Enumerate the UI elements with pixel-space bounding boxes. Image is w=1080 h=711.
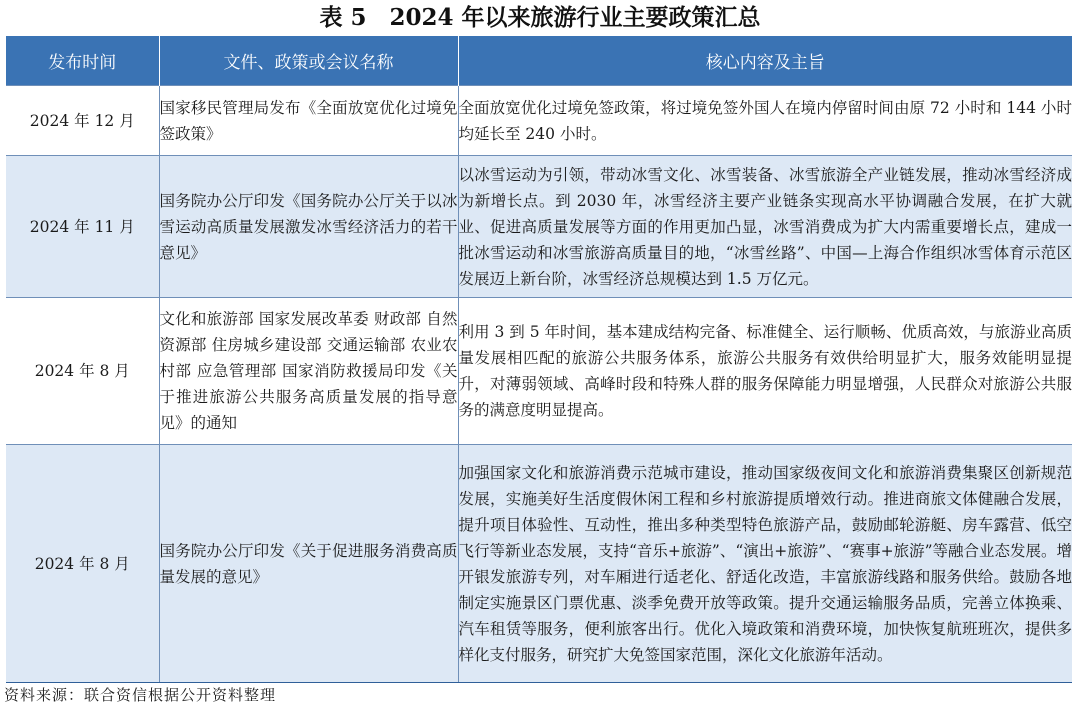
- cell-content: 利用 3 到 5 年时间，基本建成结构完备、标准健全、运行顺畅、优质高效，与旅游业高质量发展相匹配的旅游公共服务体系，旅游公共服务有效供给明显扩大，服务效能明显提升，对薄弱领域、高峰时段和特殊人群的服务保障能力明显增强，人民群众对旅游公共服务的满意度明显提高。: [458, 298, 1072, 445]
- header-content: 核心内容及主旨: [458, 36, 1072, 86]
- source-note: 资料来源：联合资信根据公开资料整理: [4, 686, 277, 704]
- cell-content: 加强国家文化和旅游消费示范城市建设，推动国家级夜间文化和旅游消费集聚区创新规范发展，实施美好生活度假休闲工程和乡村旅游提质增效行动。推进商旅文体健融合发展，提升项目体验性、互动性，推出多种类型特色旅游产品，鼓励邮轮游艇、房车露营、低空飞行等新业态发展，支持“音乐+旅游”、“演出+旅游”、“赛事+旅游”等融合业态发展。增开银发旅游专列，对车厢进行适老化、舒适化改造，丰富旅游线路和服务供给。鼓励各地制定实施景区门票优惠、淡季免费开放等政策。提升交通运输服务品质，完善立体换乘、汽车租赁等服务，便利旅客出行。优化入境政策和消费环境，加快恢复航班班次，提供多样化支付服务，研究扩大免签国家范围，深化文化旅游年活动。: [458, 445, 1072, 683]
- cell-document: 文化和旅游部 国家发展改革委 财政部 自然资源部 住房城乡建设部 交通运输部 农业农村部 应急管理部 国家消防救援局印发《关于推进旅游公共服务高质量发展的指导意见》的通知: [159, 298, 458, 445]
- table-row: [6, 86, 1072, 156]
- cell-date: 2024 年 11 月: [6, 156, 159, 298]
- table-row: [6, 445, 1072, 683]
- cell-content: 全面放宽优化过境免签政策，将过境免签外国人在境内停留时间由原 72 小时和 144 小时均延长至 240 小时。: [458, 86, 1072, 156]
- cell-content: 以冰雪运动为引领，带动冰雪文化、冰雪装备、冰雪旅游全产业链发展，推动冰雪经济成为新增长点。到 2030 年，冰雪经济主要产业链条实现高水平协调融合发展，在扩大就业、促进高质量发展等方面的作用更加凸显，冰雪消费成为扩大内需重要增长点，建成一批冰雪运动和冰雪旅游高质量目的地，“冰雪丝路”、中国—上海合作组织冰雪体育示范区发展迈上新台阶，冰雪经济总规模达到 1.5 万亿元。: [458, 156, 1072, 298]
- cell-document: 国务院办公厅印发《国务院办公厅关于以冰雪运动高质量发展激发冰雪经济活力的若干意见》: [159, 156, 458, 298]
- cell-document: 国务院办公厅印发《关于促进服务消费高质量发展的意见》: [159, 445, 458, 683]
- table-row: [6, 298, 1072, 445]
- cell-date: 2024 年 8 月: [6, 298, 159, 445]
- cell-date: 2024 年 8 月: [6, 445, 159, 683]
- table-row: [6, 156, 1072, 298]
- header-document: 文件、政策或会议名称: [159, 36, 458, 86]
- header-date: 发布时间: [6, 36, 159, 86]
- cell-document: 国家移民管理局发布《全面放宽优化过境免签政策》: [159, 86, 458, 156]
- policy-table: [6, 36, 1072, 683]
- table-title: 表 5 2024 年以来旅游行业主要政策汇总: [319, 4, 761, 31]
- cell-date: 2024 年 12 月: [6, 86, 159, 156]
- table-header-row: [6, 36, 1072, 86]
